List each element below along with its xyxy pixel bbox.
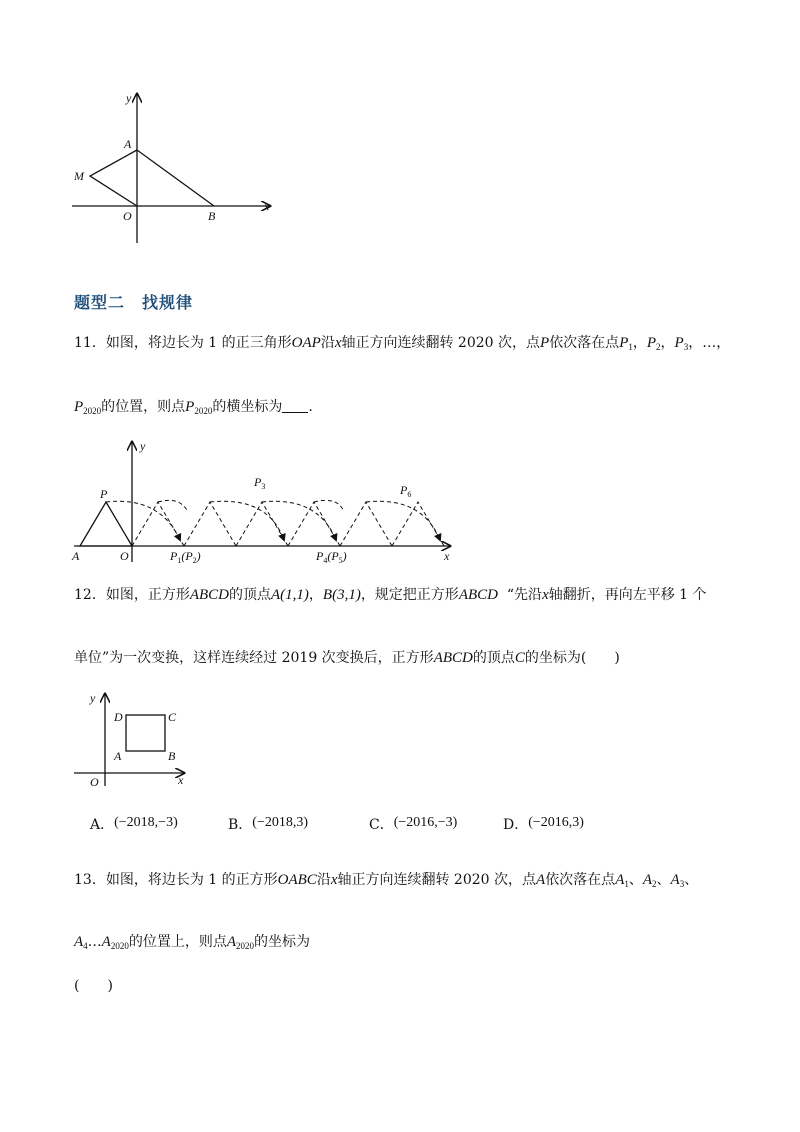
- label-b: B: [168, 749, 176, 763]
- figure-rolling-triangle: [70, 436, 470, 568]
- label-y: y: [90, 691, 96, 705]
- option-b[interactable]: B．(−2018,3): [228, 815, 309, 833]
- question-11-line-2: $P_{2020}$的位置，则点$P_{2020}$的横坐标为 .: [74, 399, 313, 416]
- label-a: A: [72, 549, 80, 563]
- question-13-line-2: $A_4\dots A_{2020}$的位置上，则点$A_{2020}$的坐标为: [74, 934, 311, 951]
- question-12-line-2: 单位”为一次变换，这样连续经过 2019 次变换后，正方形ABCD的顶点C的坐标为( ): [74, 650, 620, 666]
- label-o: O: [123, 209, 132, 223]
- label-b: B: [208, 209, 216, 223]
- label-c: C: [168, 710, 177, 724]
- label-x: x: [178, 773, 184, 787]
- figure-triangle-amob: [60, 88, 290, 248]
- question-11-line-1: 11．如图，将边长为 1 的正三角形OAP沿x轴正方向连续翻转 2020 次，点P依次落在点$P_1$，$P_2$，$P_3$，…，: [74, 335, 731, 352]
- triangle-oap: [80, 502, 132, 546]
- label-x: x: [444, 549, 450, 563]
- dashed-triangles: [132, 502, 444, 546]
- label-o: O: [90, 775, 99, 789]
- question-12-line-1: 12．如图，正方形ABCD的顶点A(1,1)，B(3,1)，规定把正方形ABCD “先沿x轴翻折，再向左平移 1 个: [74, 587, 707, 603]
- question-13-line-1: 13．如图，将边长为 1 的正方形OABC沿x轴正方向连续翻转 2020 次，点A依次落在点$A_1$、$A_2$、$A_3$、: [74, 872, 699, 889]
- label-a: A: [124, 137, 132, 151]
- figure-square-abcd: [72, 690, 202, 790]
- label-p4-p5: $P_4(P_5)$: [316, 549, 347, 565]
- triangle-sides: [90, 150, 137, 206]
- label-o: O: [120, 549, 129, 563]
- label-p3: $P_3$: [254, 475, 266, 491]
- segment-ab: [137, 150, 214, 206]
- label-p: P: [100, 487, 108, 501]
- label-y: y: [126, 91, 132, 105]
- option-d[interactable]: D．(−2016,3): [503, 815, 584, 833]
- question-13-answer-paren: ( ): [74, 978, 113, 994]
- label-x: x: [264, 199, 270, 213]
- option-a[interactable]: A．(−2018,−3): [90, 815, 178, 833]
- label-d: D: [114, 710, 123, 724]
- label-y: y: [140, 439, 146, 453]
- option-c[interactable]: C．(−2016,−3): [369, 815, 458, 833]
- label-m: M: [74, 169, 84, 183]
- section-heading: 题型二 找规律: [74, 293, 194, 312]
- label-p6: $P_6$: [400, 483, 412, 499]
- square-abcd: [126, 715, 165, 751]
- label-a: A: [114, 749, 122, 763]
- answer-blank: [282, 398, 308, 413]
- label-p1-p2: $P_1(P_2)$: [170, 549, 201, 565]
